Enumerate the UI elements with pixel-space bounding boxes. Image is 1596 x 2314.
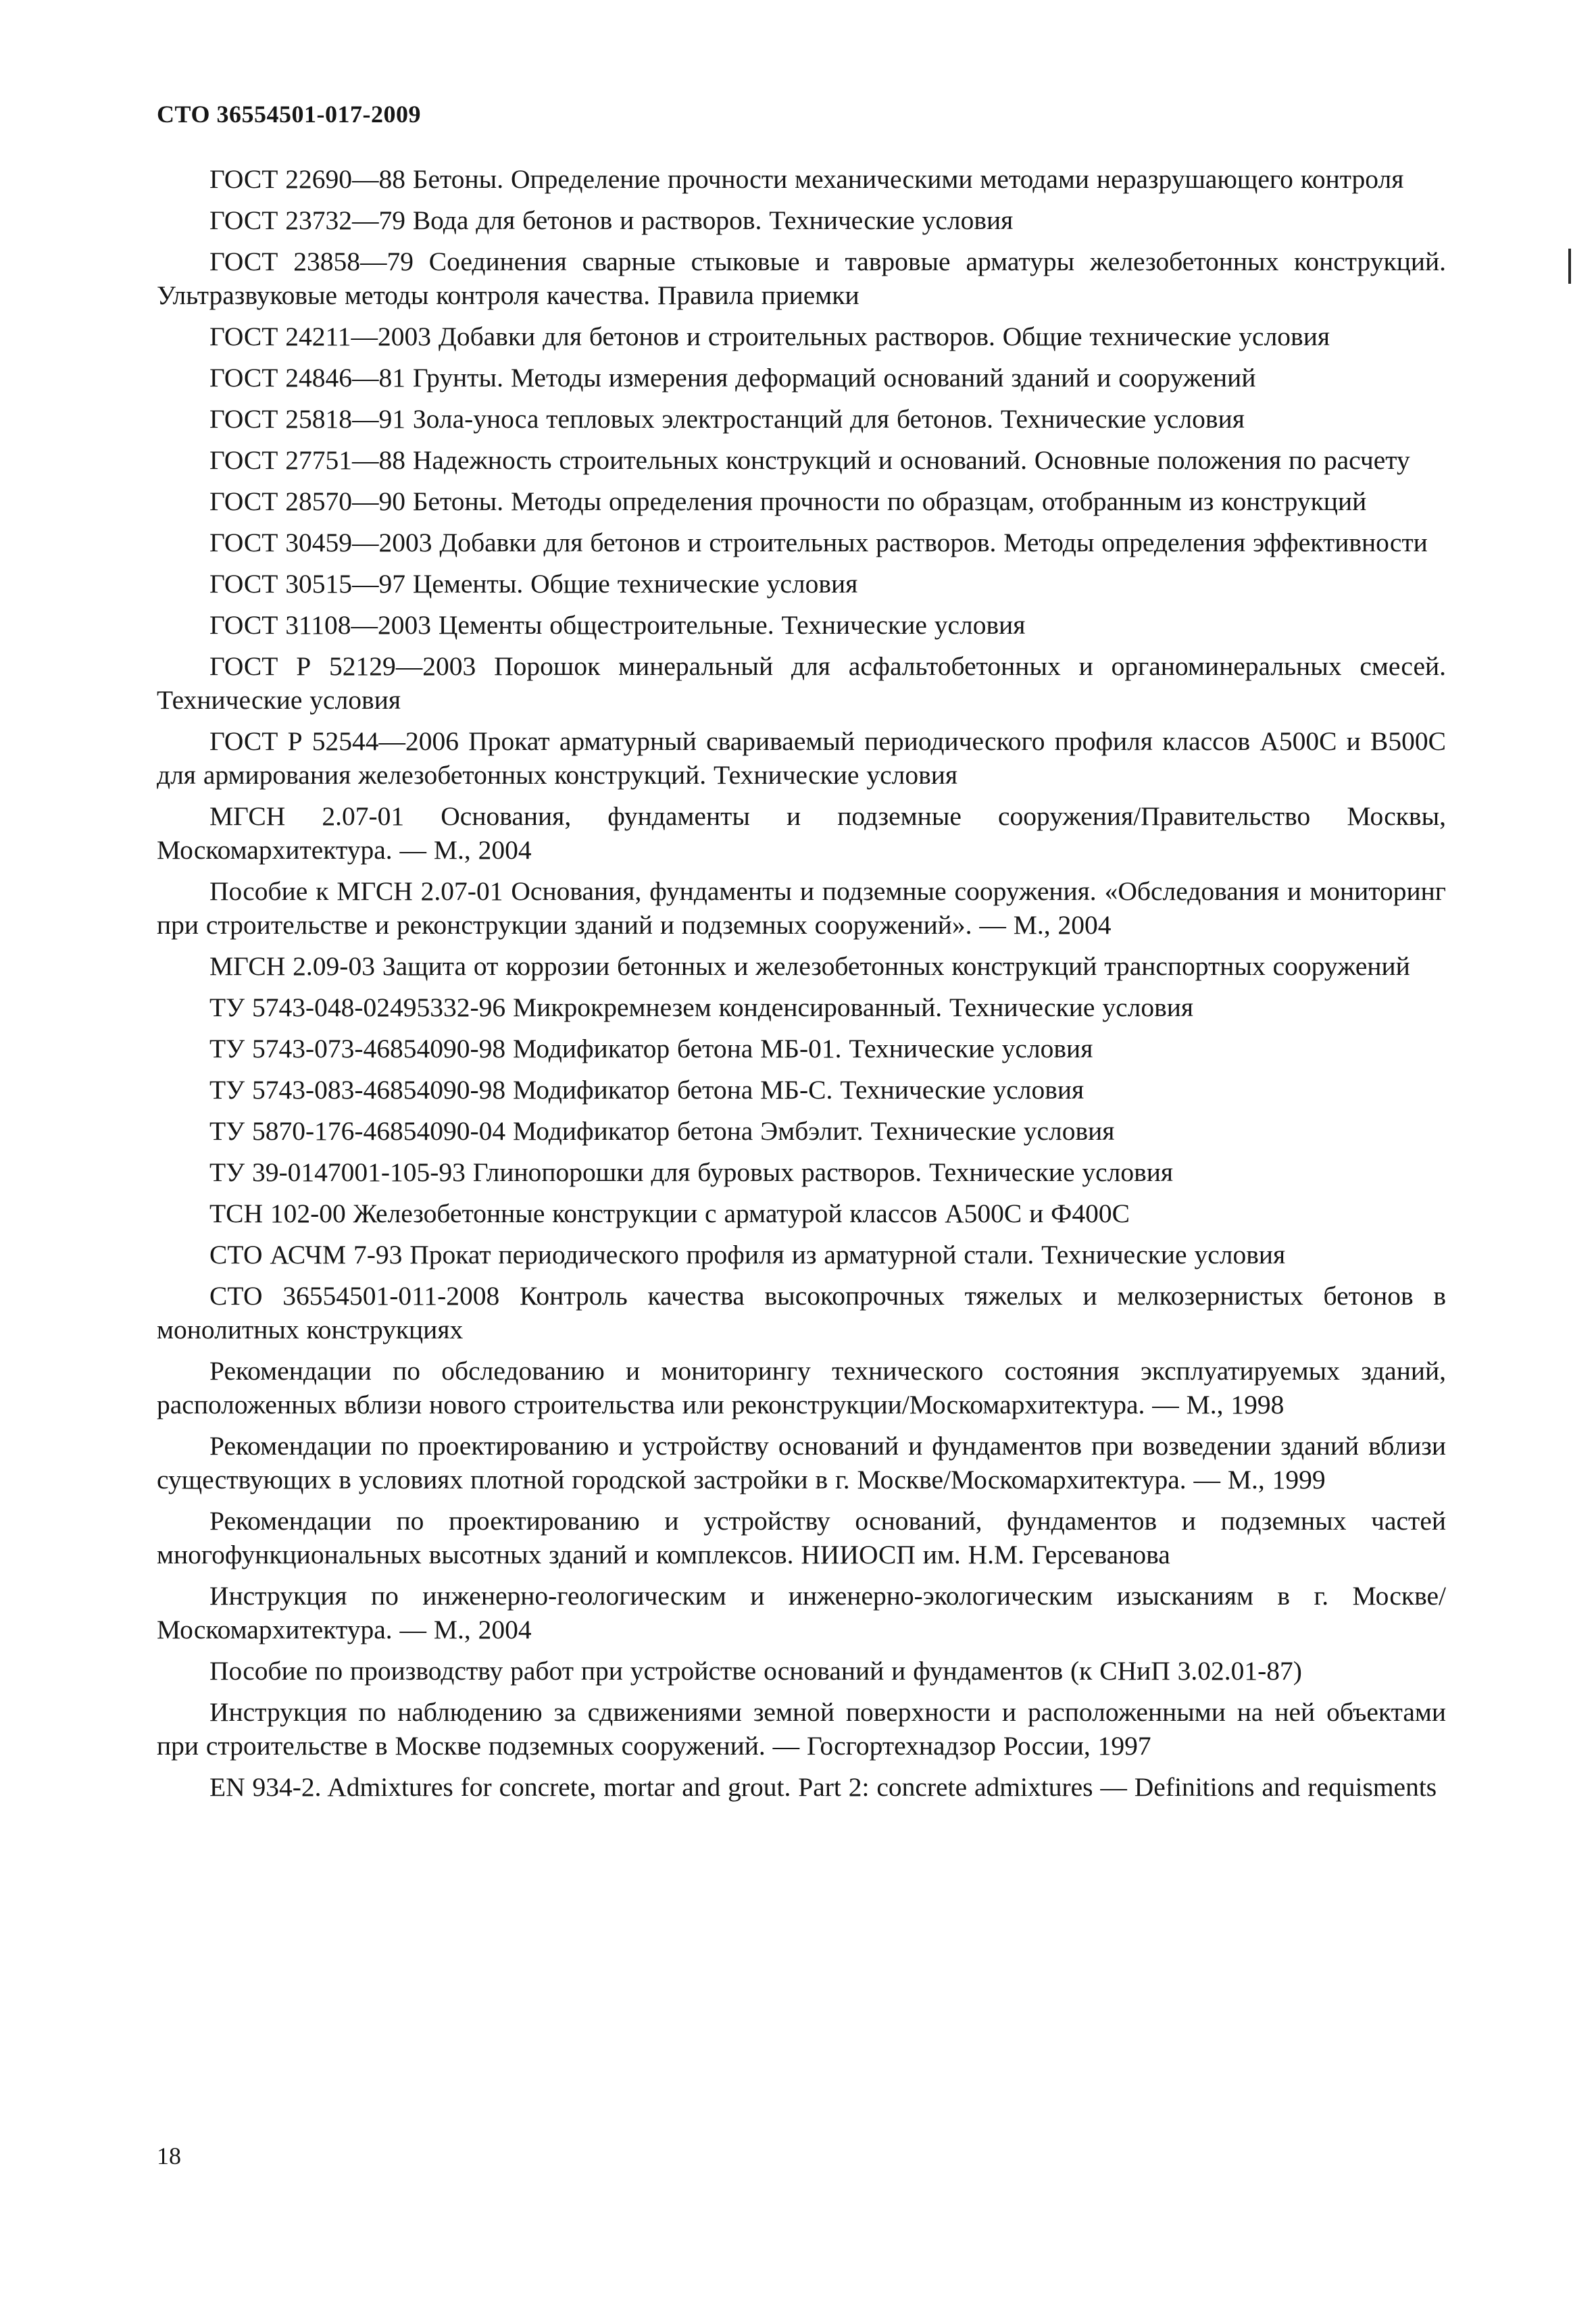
reference-entry: ГОСТ Р 52544—2006 Прокат арматурный свариваемый периодического профиля классов А500С и В500С для армирования железобетонных конструкций. Технические условия [157,726,1446,790]
reference-entry: ГОСТ 22690—88 Бетоны. Определение прочности механическими методами неразрушающего контроля [209,164,1404,194]
document-code-header: СТО 36554501-017-2009 [157,101,422,128]
reference-entry: Пособие к МГСН 2.07-01 Основания, фундаменты и подземные сооружения. «Обследования и мониторинг при строительстве и реконструкции зданий и подземных сооружений». — М., 2004 [157,876,1446,940]
reference-entry: ТУ 5743-073-46854090-98 Модификатор бетона МБ-01. Технические условия [209,1034,1093,1063]
reference-entry: ГОСТ 23858—79 Соединения сварные стыковые и тавровые арматуры железобетонных конструкций. Ультразвуковые методы контроля качества. Правила приемки [157,247,1446,310]
reference-entry: МГСН 2.07-01 Основания, фундаменты и подземные сооружения/Правительство Москвы, Москомархитектура. — М., 2004 [157,801,1446,865]
references-list [157,162,1446,1811]
margin-mark [1568,249,1571,284]
reference-entry: ГОСТ 30459—2003 Добавки для бетонов и строительных растворов. Методы определения эффективности [209,528,1428,557]
reference-entry: ГОСТ 27751—88 Надежность строительных конструкций и оснований. Основные положения по расчету [209,445,1410,475]
reference-entry: ГОСТ 30515—97 Цементы. Общие технические условия [209,569,858,599]
reference-entry: ГОСТ 24846—81 Грунты. Методы измерения деформаций оснований зданий и сооружений [209,363,1256,393]
reference-entry: Рекомендации по обследованию и мониторингу технического состояния эксплуатируемых зданий, расположенных вблизи нового строительства или реконструкции/Москомархитектура. — М., 1998 [157,1356,1446,1419]
reference-entry: EN 934-2. Admixtures for concrete, mortar and grout. Part 2: concrete admixtures — Definitions and requisments [209,1772,1437,1802]
reference-entry: ТУ 5743-083-46854090-98 Модификатор бетона МБ-С. Технические условия [209,1075,1084,1105]
reference-entry: МГСН 2.09-03 Защита от коррозии бетонных и железобетонных конструкций транспортных сооружений [209,951,1410,981]
reference-entry: Рекомендации по проектированию и устройству оснований и фундаментов при возведении зданий вблизи существующих в условиях плотной городской застройки в г. Москве/Москомархитектура. — М., 1999 [157,1431,1446,1494]
reference-entry: СТО АСЧМ 7-93 Прокат периодического профиля из арматурной стали. Технические условия [209,1240,1286,1269]
reference-entry: ГОСТ 23732—79 Вода для бетонов и растворов. Технические условия [209,205,1014,235]
reference-entry: Рекомендации по проектированию и устройству оснований, фундаментов и подземных частей многофункциональных высотных зданий и комплексов. НИИОСП им. Н.М. Герсеванова [157,1506,1446,1569]
reference-entry: Инструкция по инженерно-геологическим и инженерно-экологическим изысканиям в г. Москве/Москомархитектура. — М., 2004 [157,1581,1446,1644]
reference-entry: ГОСТ 25818—91 Зола-уноса тепловых электростанций для бетонов. Технические условия [209,404,1245,434]
reference-entry: СТО 36554501-011-2008 Контроль качества высокопрочных тяжелых и мелкозернистых бетонов в монолитных конструкциях [157,1281,1446,1344]
reference-entry: ГОСТ 24211—2003 Добавки для бетонов и строительных растворов. Общие технические условия [209,322,1330,351]
reference-entry: Инструкция по наблюдению за сдвижениями земной поверхности и расположенными на ней объектами при строительстве в Москве подземных сооружений. — Госгортехнадзор России, 1997 [157,1697,1446,1761]
page-number: 18 [157,2142,181,2169]
reference-entry: ГОСТ 28570—90 Бетоны. Методы определения прочности по образцам, отобранным из конструкций [209,486,1367,516]
reference-entry: ТУ 5743-048-02495332-96 Микрокремнезем конденсированный. Технические условия [209,992,1194,1022]
reference-entry: ТУ 5870-176-46854090-04 Модификатор бетона Эмбэлит. Технические условия [209,1116,1115,1146]
reference-entry: ГОСТ Р 52129—2003 Порошок минеральный для асфальтобетонных и органоминеральных смесей. Технические условия [157,651,1446,715]
reference-entry: ТУ 39-0147001-105-93 Глинопорошки для буровых растворов. Технические условия [209,1157,1174,1187]
reference-entry: Пособие по производству работ при устройстве оснований и фундаментов (к СНиП 3.02.01-87) [209,1656,1302,1686]
reference-entry: ТСН 102-00 Железобетонные конструкции с арматурой классов А500С и Ф400С [209,1199,1130,1228]
reference-entry: ГОСТ 31108—2003 Цементы общестроительные. Технические условия [209,610,1026,640]
